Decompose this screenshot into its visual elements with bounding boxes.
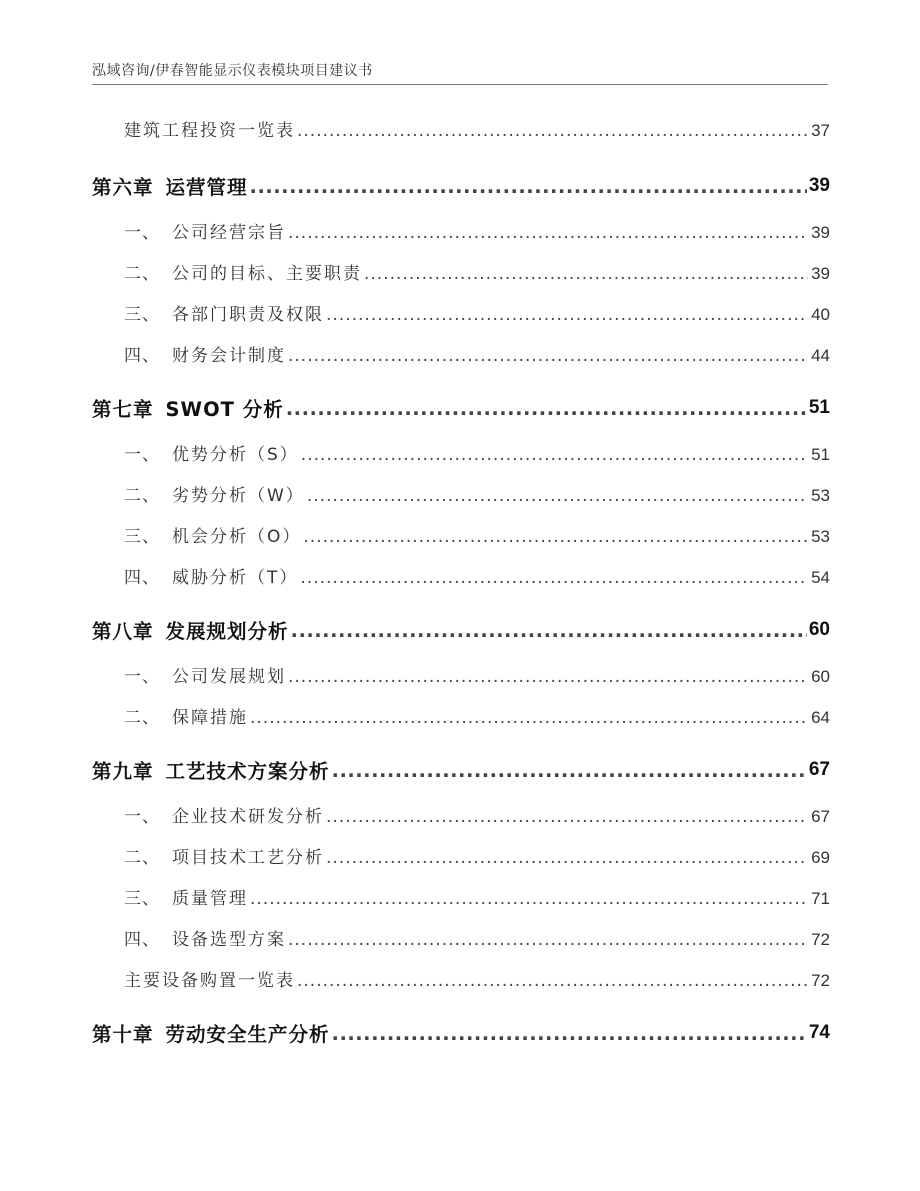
header-divider bbox=[92, 84, 828, 85]
toc-chapter-number: 第九章 bbox=[92, 760, 154, 783]
toc-entry-title: 企业技术研发分析 bbox=[172, 807, 324, 827]
toc-leader-dots bbox=[250, 175, 807, 198]
toc-leader-dots bbox=[364, 264, 808, 284]
toc-chapter-number: 第八章 bbox=[92, 620, 154, 643]
toc-leader-dots bbox=[297, 121, 808, 141]
toc-entry-title: 威胁分析（T） bbox=[172, 568, 299, 588]
toc-entry-number: 四、 bbox=[124, 930, 160, 950]
toc-leader-dots bbox=[291, 619, 807, 642]
toc-chapter[interactable] bbox=[92, 744, 830, 796]
toc-chapter-title: SWOT 分析 bbox=[165, 398, 284, 421]
toc-entry-number: 三、 bbox=[124, 527, 160, 547]
toc-entry-title: 公司的目标、主要职责 bbox=[172, 264, 362, 284]
toc-entry-title: 主要设备购置一览表 bbox=[124, 971, 295, 991]
toc-leader-dots bbox=[301, 445, 808, 465]
toc-entry[interactable] bbox=[92, 259, 830, 300]
toc-entry-title: 机会分析（O） bbox=[172, 527, 302, 547]
toc-page-number: 72 bbox=[811, 930, 830, 949]
toc-page-number: 71 bbox=[811, 889, 830, 908]
toc-leader-dots bbox=[303, 527, 808, 547]
toc-entry-number: 四、 bbox=[124, 346, 160, 366]
toc-chapter[interactable] bbox=[92, 1007, 830, 1059]
toc-entry[interactable] bbox=[92, 843, 830, 884]
toc-entry-number: 二、 bbox=[124, 708, 160, 728]
toc-entry-title: 设备选型方案 bbox=[172, 930, 286, 950]
toc-entry-number: 二、 bbox=[124, 848, 160, 868]
toc-page-number: 40 bbox=[811, 305, 830, 324]
toc-leader-dots bbox=[297, 971, 808, 991]
toc-entry-title: 公司发展规划 bbox=[172, 667, 286, 687]
toc-page-number: 72 bbox=[811, 971, 830, 990]
toc-chapter[interactable] bbox=[92, 382, 830, 434]
toc-leader-dots bbox=[326, 848, 808, 868]
toc-entry-number: 一、 bbox=[124, 667, 160, 687]
toc-page-number: 51 bbox=[808, 397, 830, 418]
toc-entry[interactable] bbox=[92, 925, 830, 966]
toc-entry-title: 公司经营宗旨 bbox=[172, 223, 286, 243]
toc-page-number: 74 bbox=[808, 1022, 830, 1043]
toc-page-number: 39 bbox=[811, 223, 830, 242]
toc-entry[interactable] bbox=[92, 884, 830, 925]
toc-leader-dots bbox=[250, 889, 808, 909]
toc-page-number: 53 bbox=[811, 527, 830, 546]
toc-entry[interactable] bbox=[92, 966, 830, 1007]
toc-entry-title: 优势分析（S） bbox=[172, 445, 299, 465]
table-of-contents bbox=[92, 116, 830, 1059]
toc-entry-title: 项目技术工艺分析 bbox=[172, 848, 324, 868]
toc-chapter-title: 运营管理 bbox=[165, 176, 248, 199]
toc-leader-dots bbox=[332, 1022, 807, 1045]
toc-leader-dots bbox=[307, 486, 808, 506]
toc-entry[interactable] bbox=[92, 341, 830, 382]
toc-leader-dots bbox=[326, 807, 808, 827]
toc-page-number: 69 bbox=[811, 848, 830, 867]
toc-chapter-title: 发展规划分析 bbox=[165, 620, 289, 643]
toc-entry[interactable] bbox=[92, 662, 830, 703]
toc-entry-number: 一、 bbox=[124, 445, 160, 465]
toc-leader-dots bbox=[288, 346, 808, 366]
toc-chapter[interactable] bbox=[92, 160, 830, 212]
toc-leader-dots bbox=[288, 223, 808, 243]
toc-page-number: 39 bbox=[808, 175, 830, 196]
toc-entry-number: 一、 bbox=[124, 807, 160, 827]
toc-page-number: 37 bbox=[811, 121, 830, 140]
toc-page-number: 67 bbox=[811, 807, 830, 826]
toc-page-number: 51 bbox=[811, 445, 830, 464]
toc-leader-dots bbox=[326, 305, 808, 325]
toc-entry[interactable] bbox=[92, 218, 830, 259]
toc-entry-number: 三、 bbox=[124, 889, 160, 909]
toc-entry-title: 保障措施 bbox=[172, 708, 248, 728]
toc-chapter-title: 工艺技术方案分析 bbox=[165, 760, 330, 783]
toc-entry-title: 各部门职责及权限 bbox=[172, 305, 324, 325]
toc-chapter[interactable] bbox=[92, 604, 830, 656]
toc-entry[interactable] bbox=[92, 522, 830, 563]
toc-page-number: 67 bbox=[808, 759, 830, 780]
toc-entry-number: 二、 bbox=[124, 264, 160, 284]
toc-leader-dots bbox=[332, 759, 807, 782]
toc-chapter-number: 第十章 bbox=[92, 1023, 154, 1046]
toc-leader-dots bbox=[300, 568, 808, 588]
toc-entry-title: 劣势分析（W） bbox=[172, 486, 305, 506]
toc-entry-title: 质量管理 bbox=[172, 889, 248, 909]
toc-page-number: 64 bbox=[811, 708, 830, 727]
toc-chapter-number: 第七章 bbox=[92, 398, 154, 421]
toc-page-number: 44 bbox=[811, 346, 830, 365]
toc-page-number: 39 bbox=[811, 264, 830, 283]
toc-leader-dots bbox=[286, 397, 807, 420]
toc-entry[interactable] bbox=[92, 440, 830, 481]
running-header: 泓域咨询/伊春智能显示仪表模块项目建议书 bbox=[92, 63, 373, 79]
toc-entry[interactable] bbox=[92, 703, 830, 744]
toc-page-number: 60 bbox=[808, 619, 830, 640]
toc-entry-number: 三、 bbox=[124, 305, 160, 325]
toc-entry[interactable] bbox=[92, 802, 830, 843]
toc-entry-title: 建筑工程投资一览表 bbox=[124, 121, 295, 141]
toc-leader-dots bbox=[250, 708, 808, 728]
toc-leader-dots bbox=[288, 667, 808, 687]
toc-entry-number: 一、 bbox=[124, 223, 160, 243]
toc-entry[interactable] bbox=[92, 300, 830, 341]
toc-entry[interactable] bbox=[92, 563, 830, 604]
toc-page-number: 54 bbox=[811, 568, 830, 587]
toc-chapter-title: 劳动安全生产分析 bbox=[165, 1023, 330, 1046]
toc-page-number: 60 bbox=[811, 667, 830, 686]
toc-entry[interactable] bbox=[92, 481, 830, 522]
toc-leader-dots bbox=[288, 930, 808, 950]
toc-entry-title: 财务会计制度 bbox=[172, 346, 286, 366]
toc-chapter-number: 第六章 bbox=[92, 176, 154, 199]
toc-page-number: 53 bbox=[811, 486, 830, 505]
toc-entry-number: 四、 bbox=[124, 568, 160, 588]
toc-entry-number: 二、 bbox=[124, 486, 160, 506]
toc-entry[interactable] bbox=[92, 116, 830, 160]
